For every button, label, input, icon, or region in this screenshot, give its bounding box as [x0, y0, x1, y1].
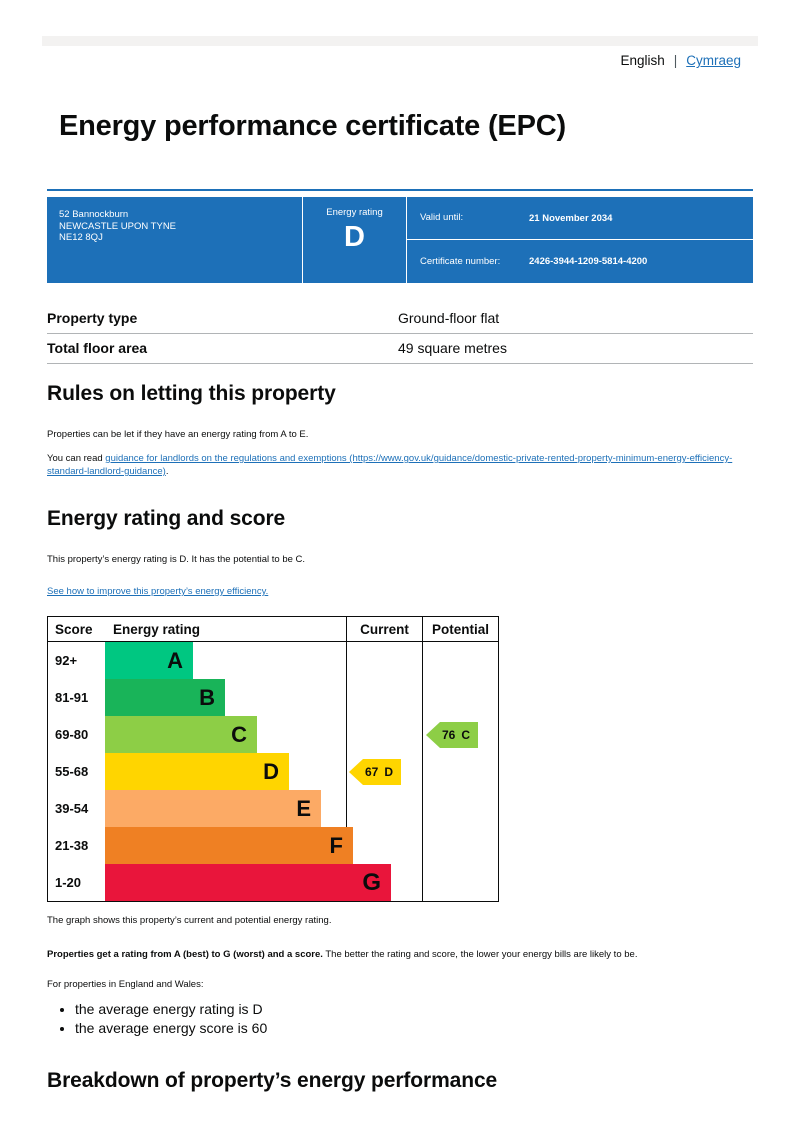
energy-rating-value: D — [344, 221, 365, 253]
chart-score-f: 21-38 — [55, 838, 89, 853]
averages-intro: For properties in England and Wales: — [47, 979, 204, 990]
detail-row-total-floor-area — [47, 333, 753, 364]
chart-band-letter-c: C — [231, 721, 247, 747]
heading-breakdown: Breakdown of property’s energy performance — [47, 1069, 498, 1092]
rating-explainer-rest: The better the rating and score, the lower your energy bills are likely to be. — [322, 949, 638, 960]
chart-band-letter-d: D — [263, 758, 279, 784]
chart-band-letter-a: A — [167, 647, 183, 673]
rating-summary-text: This property’s energy rating is D. It has the potential to be C. — [47, 554, 306, 565]
letting-guidance-paragraph — [47, 452, 737, 478]
potential-score: 76 — [442, 728, 456, 742]
language-cymraeg-link[interactable]: Cymraeg — [686, 53, 741, 68]
detail-key: Total floor area — [47, 340, 148, 356]
current-band: D — [384, 765, 394, 779]
chart-bar-d — [105, 753, 289, 790]
potential-marker-arrow-icon — [426, 722, 440, 748]
chart-score-a: 92+ — [55, 653, 78, 668]
chart-header-row — [48, 617, 498, 642]
rating-explainer — [47, 948, 747, 961]
current-rating-marker — [349, 759, 401, 785]
chart-band-letter-b: B — [199, 684, 215, 710]
potential-rating-marker — [426, 722, 478, 748]
landlord-guidance-link[interactable]: guidance for landlords on the regulations and exemptions (https://www.gov.uk/guidance/domestic-private-rented-property-minimum-energy-efficiency-standard-landlord-guidance) — [47, 453, 733, 477]
chart-band-letter-g: G — [362, 868, 381, 896]
address-line-3: NE12 8QJ — [59, 232, 103, 243]
energy-rating-chart — [47, 616, 499, 902]
chart-header-potential: Potential — [422, 617, 498, 641]
chart-bar-g — [105, 864, 391, 901]
energy-rating-summary — [303, 197, 407, 283]
language-separator: | — [673, 53, 678, 68]
energy-rating-label: Energy rating — [326, 207, 383, 218]
potential-band: C — [461, 728, 471, 742]
chart-score-d: 55-68 — [55, 764, 89, 779]
chart-bar-b — [105, 679, 225, 716]
certificate-meta — [407, 197, 753, 283]
certificate-summary-band — [47, 197, 753, 283]
language-current: English — [620, 53, 665, 68]
heading-rules-on-letting: Rules on letting this property — [47, 382, 336, 405]
chart-body — [48, 642, 498, 901]
graph-note: The graph shows this property’s current and potential energy rating. — [47, 915, 332, 926]
certificate-number-row — [407, 240, 753, 283]
detail-value: Ground-floor flat — [398, 310, 500, 326]
heading-energy-rating-and-score: Energy rating and score — [47, 507, 286, 530]
current-marker-arrow-icon — [349, 759, 363, 785]
chart-header-score: Score — [55, 621, 93, 637]
current-score: 67 — [365, 765, 379, 779]
detail-key: Property type — [47, 310, 138, 326]
valid-until-value: 21 November 2034 — [529, 212, 613, 224]
improve-efficiency-paragraph — [47, 585, 747, 598]
averages-list — [47, 1000, 267, 1038]
letting-paragraph: Properties can be let if they have an energy rating from A to E. — [47, 429, 309, 440]
letting-guidance-suffix: . — [165, 466, 169, 477]
page-top-banner — [42, 36, 758, 46]
chart-bar-c — [105, 716, 257, 753]
title-underline — [47, 189, 753, 191]
language-toggle — [620, 52, 741, 70]
list-item: • the average energy rating is D — [75, 1000, 267, 1019]
valid-until-label: Valid until: — [420, 212, 464, 224]
chart-score-g: 1-20 — [55, 875, 82, 890]
chart-bar-e — [105, 790, 321, 827]
detail-value: 49 square metres — [398, 340, 507, 356]
address-line-1: 52 Bannockburn — [59, 209, 129, 220]
chart-score-b: 81-91 — [55, 690, 89, 705]
chart-column-potential — [422, 642, 498, 901]
chart-bar-f — [105, 827, 353, 864]
chart-band-letter-f: F — [329, 832, 343, 858]
letting-guidance-prefix: You can read — [47, 453, 106, 464]
property-address — [47, 197, 303, 283]
list-item: • the average energy score is 60 — [75, 1019, 267, 1038]
chart-header-energy-rating: Energy rating — [113, 621, 201, 637]
chart-score-e: 39-54 — [55, 801, 89, 816]
address-line-2: NEWCASTLE UPON TYNE — [59, 220, 177, 232]
valid-until-row — [407, 197, 753, 240]
page-title: Energy performance certificate (EPC) — [59, 110, 566, 142]
chart-header-current: Current — [346, 617, 422, 641]
chart-score-c: 69-80 — [55, 727, 89, 742]
detail-row-property-type — [47, 303, 753, 334]
certificate-number-label: Certificate number: — [420, 255, 501, 267]
improve-efficiency-link[interactable]: See how to improve this property’s energy efficiency. — [47, 586, 269, 597]
chart-bar-a — [105, 642, 193, 679]
rating-explainer-strong: Properties get a rating from A (best) to G (worst) and a score. — [47, 949, 323, 960]
chart-band-letter-e: E — [296, 795, 311, 821]
certificate-number-value: 2426-3944-1209-5814-4200 — [529, 256, 648, 267]
